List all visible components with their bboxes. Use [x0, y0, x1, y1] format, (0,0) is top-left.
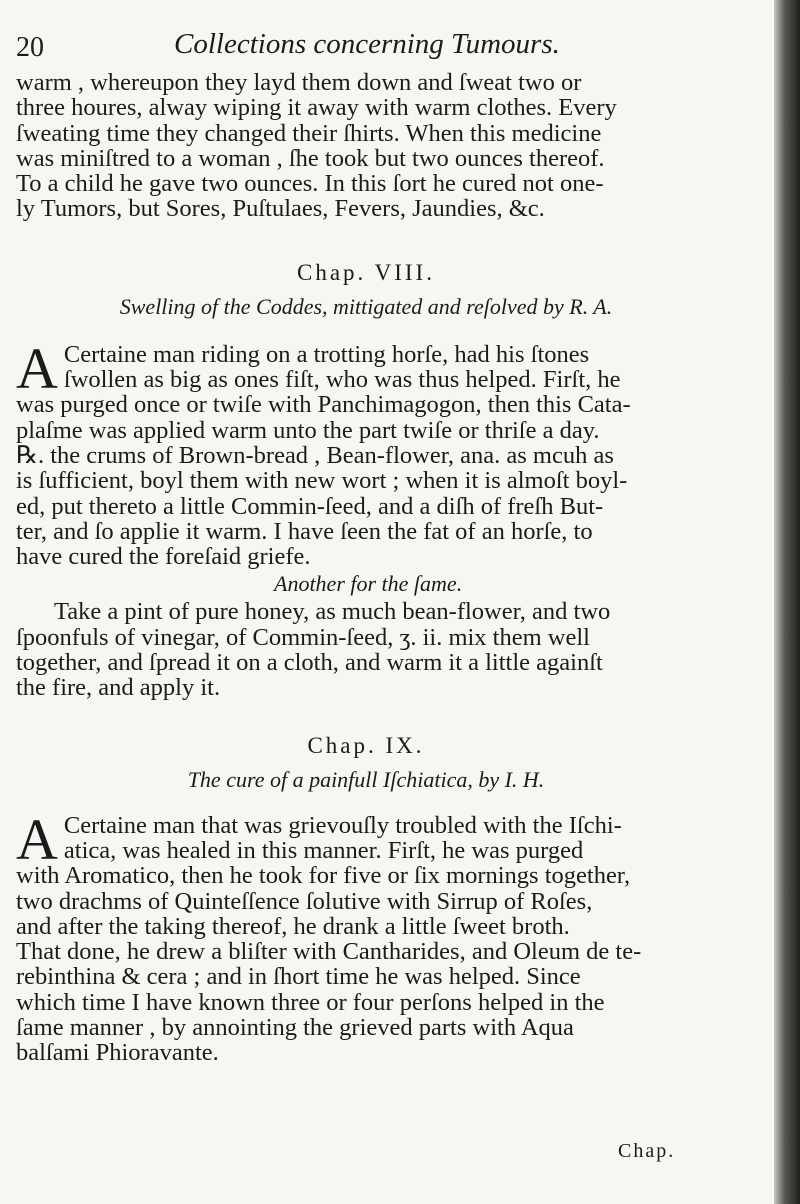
text-line: warm , whereupon they layd them down and ſweat two or [16, 69, 582, 96]
text-line: atica, was healed in this manner. Firſt, he was purged [63, 836, 584, 864]
text-line: ſwollen as big as ones fiſt, who was thus helped. Firſt, he [63, 366, 621, 394]
text-line: Take a pint of pure honey, as much bean-flower, and two [54, 598, 611, 626]
chapter-heading-viii: Chap. VIII. [297, 259, 435, 285]
recipe-subheading: Another for the ſame. [274, 571, 463, 597]
text-line: two drachms of Quinteſſence ſolutive with Sirrup of Roſes, [16, 887, 593, 915]
drop-initial: A [16, 335, 58, 401]
running-title: Collections concerning Tumours. [174, 28, 560, 60]
text-line: together, and ſpread it on a cloth, and warm it a little againſt [16, 649, 603, 677]
text-line: balſami Phioravante. [16, 1039, 219, 1067]
text-line: Certaine man riding on a trotting horſe, had his ſtones [63, 340, 590, 368]
text-line: which time I have known three or four perſons helped in the [16, 988, 605, 1016]
text-line: That done, he drew a bliſter with Cantharides, and Oleum de te- [16, 938, 642, 966]
text-line: was purged once or twiſe with Panchimagogon, then this Cata- [16, 391, 631, 419]
text-line: ſpoonfuls of vinegar, of Commin-ſeed, ʒ. ii. mix them well [16, 623, 590, 651]
continuation-paragraph [16, 70, 716, 222]
chapter-viii-body [16, 335, 716, 571]
text-line: ter, and ſo applie it warm. I have ſeen the fat of an horſe, to [16, 517, 593, 545]
page-number: 20 [16, 32, 44, 63]
text-line: and after the taking thereof, he drank a little ſweet broth. [16, 912, 570, 940]
text-line: the fire, and apply it. [16, 674, 221, 702]
text-line: three houres, alway wiping it away with warm clothes. Every [16, 94, 617, 122]
text-line: with Aromatico, then he took for five or ſix mornings together, [16, 862, 631, 890]
text-line: Certaine man that was grievouſly troubled with the Iſchi- [63, 811, 622, 839]
page-gutter-shadow [774, 0, 800, 1204]
text-line: rebinthina & cera ; and in ſhort time he was helped. Since [16, 963, 581, 991]
text-line: ſame manner , by annointing the grieved parts with Aqua [16, 1014, 574, 1042]
text-line: ed, put thereto a little Commin-ſeed, and a diſh of freſh But- [16, 492, 604, 520]
chapter-heading-ix: Chap. IX. [307, 732, 425, 758]
drop-initial: A [16, 806, 58, 872]
text-line: ℞. the crums of Brown-bread , Bean-flower, ana. as mcuh as [16, 441, 614, 469]
text-line: ly Tumors, but Sores, Puſtulaes, Fevers, Jaundies, &c. [16, 195, 545, 223]
catchword: Chap. [618, 1140, 676, 1162]
chapter-subtitle-viii: Swelling of the Coddes, mittigated and reſolved by R. A. [119, 293, 613, 319]
text-line: plaſme was applied warm unto the part twiſe or thriſe a day. [16, 416, 600, 444]
text-line: ſweating time they changed their ſhirts. When this medicine [16, 119, 602, 147]
text-line: To a child he gave two ounces. In this ſort he cured not one- [16, 170, 604, 198]
chapter-subtitle-ix: The cure of a painfull Iſchiatica, by I. H. [187, 766, 545, 792]
chapter-ix-body [16, 806, 716, 1067]
text-line: is ſufficient, boyl them with new wort ; when it is almoſt boyl- [16, 467, 628, 495]
text-line: have cured the foreſaid griefe. [16, 543, 311, 571]
page-content [16, 24, 716, 1066]
running-head [16, 24, 716, 70]
text-line: was miniſtred to a woman , ſhe took but two ounces thereof. [16, 144, 605, 172]
recipe-paragraph [16, 599, 716, 700]
